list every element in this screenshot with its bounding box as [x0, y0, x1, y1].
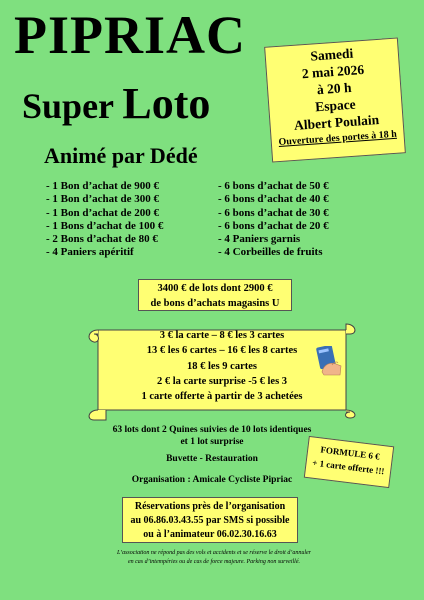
list-item: - 1 Bons d’achat de 100 €: [46, 219, 164, 232]
reservation-line-3: ou à l’animateur 06.02.30.16.63: [143, 528, 277, 540]
poster-town-title: PIPRIAC: [14, 5, 246, 65]
list-item: - 1 Bon d’achat de 200 €: [46, 206, 160, 219]
reservation-box: [122, 497, 298, 543]
host-line: Animé par Dédé: [44, 143, 198, 168]
formula-line-1: FORMULE 6 €: [319, 444, 381, 462]
price-line: 3 € la carte – 8 € les 3 cartes: [159, 330, 285, 341]
buvette-line: Buvette - Restauration: [166, 454, 258, 464]
reservation-line-2: au 06.86.03.43.55 par SMS si possible: [130, 514, 290, 526]
organisation-line: Organisation : Amicale Cycliste Pipriac: [131, 475, 293, 485]
title-super: Super: [22, 86, 114, 126]
summary-line-2: et 1 lot surprise: [180, 437, 244, 447]
shop-line-1: 3400 € de lots dont 2900 €: [157, 283, 273, 294]
prices-list: [102, 328, 342, 404]
disclaimer-line-1: L’association ne répond pas des vols et accidents et se réserve le droit d’annuler: [116, 550, 312, 556]
list-item: - 4 Corbeilles de fruits: [218, 246, 323, 259]
disclaimer-line-2: en cas d’intempéries ou de cas de force majeure. Parking non surveillé.: [127, 559, 300, 565]
list-item: - 6 bons d’achat de 30 €: [218, 206, 329, 219]
list-item: - 6 bons d’achat de 40 €: [218, 193, 329, 206]
date-venue-2: Albert Poulain: [293, 111, 380, 133]
formula-line-2: + 1 carte offerte !!!: [311, 457, 386, 477]
poster-event-title: [22, 79, 211, 128]
list-item: - 2 Bons d’achat de 80 €: [46, 233, 158, 246]
disclaimer: [96, 549, 332, 567]
lots-summary: [100, 424, 324, 448]
lots-list-left: [46, 180, 163, 260]
reservation-line-1: Réservations près de l’organisation: [134, 501, 286, 512]
date-venue-1: Espace: [314, 96, 357, 115]
doors-opening: Ouverture des portes à 18 h: [278, 129, 398, 149]
date-box: [264, 37, 406, 162]
price-line: 2 € la carte surprise -5 € les 3: [156, 375, 288, 387]
price-line: 18 € les 9 cartes: [187, 360, 257, 372]
date-time: à 20 h: [316, 79, 352, 97]
list-item: - 6 bons d’achat de 20 €: [218, 219, 329, 232]
shop-line-2: de bons d’achats magasins U: [150, 298, 280, 309]
summary-line-1: 63 lots dont 2 Quines suivies de 10 lots identiques: [112, 425, 312, 435]
date-date: 2 mai 2026: [301, 61, 365, 82]
list-item: - 6 bons d’achat de 50 €: [218, 180, 329, 192]
list-item: - 1 Bon d’achat de 900 €: [46, 180, 160, 192]
shop-vouchers-box: [138, 279, 292, 311]
date-day: Samedi: [309, 45, 354, 64]
list-item: - 1 Bon d’achat de 300 €: [46, 193, 160, 206]
lots-list-right: [218, 180, 329, 260]
title-loto: Loto: [122, 79, 211, 128]
list-item: - 4 Paniers garnis: [218, 233, 301, 246]
price-line: 1 carte offerte à partir de 3 achetées: [141, 391, 303, 403]
list-item: - 4 Paniers apéritif: [46, 246, 134, 259]
prices-scroll: [84, 322, 360, 422]
price-line: 13 € les 6 cartes – 16 € les 8 cartes: [146, 345, 298, 357]
